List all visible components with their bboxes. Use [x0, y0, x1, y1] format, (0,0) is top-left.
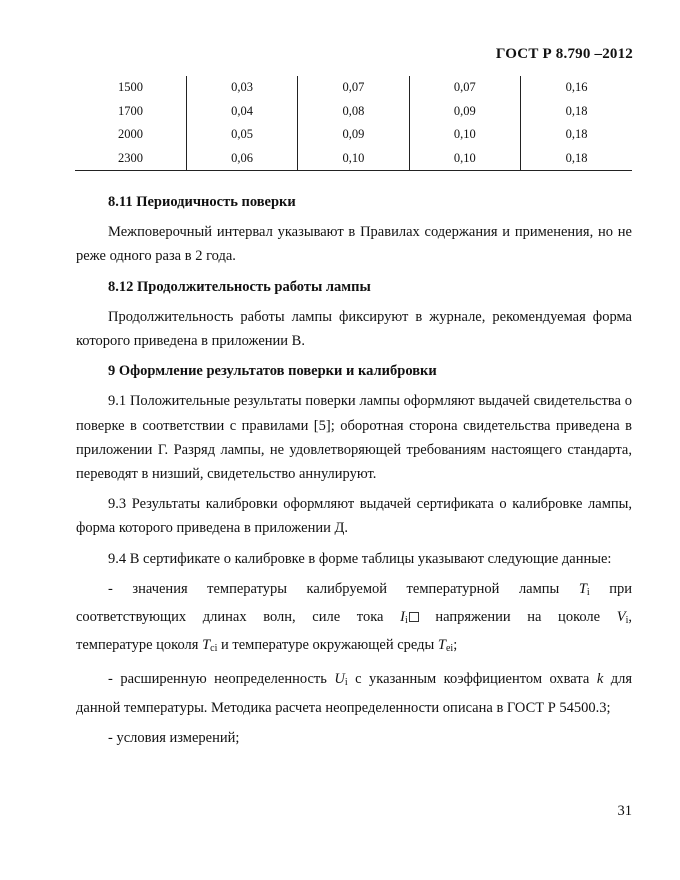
- table-cell: 0,07: [298, 76, 409, 100]
- table-row: [75, 76, 632, 100]
- table-cell: 0,10: [409, 123, 520, 147]
- table-row: [75, 123, 632, 147]
- table-cell: 1700: [75, 100, 186, 124]
- list-item-2: - расширенную неопределенность $U_i$ с указанным коэффициентом охвата k для данной температуры. Методика расчета неопределенности описана в ГОСТ Р 54500.3;: [76, 671, 633, 716]
- page-number: 31: [617, 803, 632, 819]
- table-cell: 0,09: [409, 100, 520, 124]
- paragraph-9-4: 9.4 В сертификате о калибровке в форме таблицы указывают следующие данные:: [108, 550, 612, 567]
- table-cell: 0,18: [521, 123, 632, 147]
- table-cell: 0,03: [186, 76, 297, 100]
- document-body: [76, 190, 632, 750]
- table-cell: 0,04: [186, 100, 297, 124]
- table-cell: 0,08: [298, 100, 409, 124]
- table-cell: 1500: [75, 76, 186, 100]
- paragraph-8-11: Межповерочный интервал указывают в Правилах содержания и применения, но не реже одного раза в 2 года.: [76, 224, 632, 265]
- table-cell: 2000: [75, 123, 186, 147]
- list-item-3: - условия измерений;: [108, 729, 240, 746]
- table-cell: 0,09: [298, 123, 409, 147]
- paragraph-9-3: 9.3 Результаты калибровки оформляют выдачей сертификата о калибровке лампы, форма которого приведена в приложении Д.: [76, 496, 632, 537]
- section-heading-8-12: 8.12 Продолжительность работы лампы: [108, 278, 371, 295]
- table-cell: 0,18: [521, 147, 632, 171]
- table-row: [75, 147, 632, 171]
- data-table: [75, 76, 632, 171]
- table-cell: 0,10: [409, 147, 520, 171]
- table-cell: 0,18: [521, 100, 632, 124]
- list-item-1-line-1: - значения температуры калибруемой температурной лампы $T_i$ при: [108, 580, 632, 598]
- list-item-1-line-2: соответствующих длинах волн, силе тока $I_i$ напряжении на цоколе $V_i$,: [76, 609, 633, 627]
- table-cell: 0,10: [298, 147, 409, 171]
- document-header: ГОСТ Р 8.790 –2012: [495, 46, 633, 62]
- table-cell: 0,16: [521, 76, 632, 100]
- table-row: [75, 100, 632, 124]
- section-heading-8-11: 8.11 Периодичность поверки: [108, 194, 296, 210]
- section-heading-9: 9 Оформление результатов поверки и калибровки: [108, 363, 437, 380]
- table-cell: 0,07: [409, 76, 520, 100]
- table-cell: 0,05: [186, 123, 297, 147]
- table-cell: 2300: [75, 147, 186, 171]
- list-item-1-line-3: температуре цоколя $T_{ci}$ и температуре окружающей среды $T_{ei}$;: [76, 637, 458, 655]
- paragraph-9-1: 9.1 Положительные результаты поверки лампы оформляют выдачей свидетельства о поверке в соответствии с правилами [5]; оборотная сторона свидетельства приведена в приложении Г. Разряд лампы, не удовлетворяющей требованиям настоящего стандарта, переводят в низший, свидетельство аннулируют.: [76, 393, 632, 483]
- unknown-glyph-icon: [409, 612, 419, 622]
- table-cell: 0,06: [186, 147, 297, 171]
- paragraph-8-12: Продолжительность работы лампы фиксируют в журнале, рекомендуемая форма которого приведена в приложении В.: [76, 308, 632, 350]
